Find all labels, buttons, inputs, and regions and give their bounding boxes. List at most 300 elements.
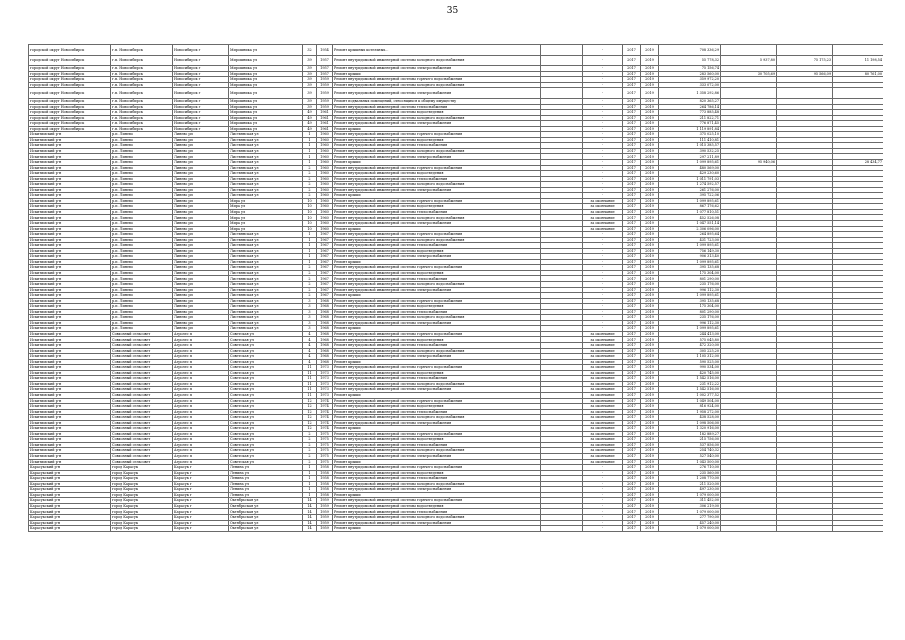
cell-street: Мирошника ул	[229, 104, 303, 110]
cell-house: 49	[303, 126, 317, 132]
cell-period: -	[583, 481, 623, 487]
cell-locality: Совхозный сельсовет	[111, 370, 173, 376]
cell-house: 4	[303, 337, 317, 343]
cell-street: Советская ул	[229, 370, 303, 376]
cell-year-from: 2017	[623, 442, 641, 448]
cell-locality: р.п. Линево	[111, 237, 173, 243]
cell-year-from: 2017	[623, 254, 641, 260]
cell-district: Искитимский р-н	[29, 326, 111, 332]
cell-year-from: 2017	[623, 398, 641, 404]
cell-cost: 820 365,27	[659, 98, 721, 104]
cell-locality: Совхозный сельсовет	[111, 453, 173, 459]
cell-sum-a: 30 705,69	[721, 71, 777, 77]
cell-locality: р.п. Линево	[111, 276, 173, 282]
cell-period: -	[583, 143, 623, 149]
cell-house: 1	[303, 470, 317, 476]
cell-year-to: 2019	[641, 176, 659, 182]
cell-street: Листвянская ул	[229, 143, 303, 149]
cell-year-from: 2017	[623, 71, 641, 77]
cell-work-type: Ремонт внутридомовой инженерной системы холодного водоснабжения	[333, 448, 541, 454]
cell-cost: 1 047 551,14	[659, 221, 721, 227]
cell-year-from: 2017	[623, 348, 641, 354]
cell-year-to: 2019	[641, 259, 659, 265]
cell-district: Искитимский р-н	[29, 392, 111, 398]
cell-cost: 1 079 000,00	[659, 492, 721, 498]
cell-work-type: Ремонт крыши	[333, 293, 541, 299]
cell-settlement: Агролес п	[173, 442, 229, 448]
cell-district: Искитимский р-н	[29, 198, 111, 204]
cell-year: 1959	[317, 104, 333, 110]
cell-year-to: 2019	[641, 193, 659, 199]
cell-year: 1960	[317, 221, 333, 227]
cell-street: Мирошника ул	[229, 126, 303, 132]
cell-year-to: 2019	[641, 498, 659, 504]
cell-year-to: 2019	[641, 121, 659, 127]
cell-cost: 395 722,06	[659, 193, 721, 199]
cell-street: Листвянская ул	[229, 159, 303, 165]
cell-house: 14	[303, 520, 317, 526]
cell-street: Советская ул	[229, 381, 303, 387]
cell-work-type: Ремонт внутридомовой инженерной системы электроснабжения	[333, 254, 541, 260]
cell-settlement: Линево рп	[173, 165, 229, 171]
cell-district: Искитимский р-н	[29, 148, 111, 154]
cell-year-from: 2017	[623, 514, 641, 520]
cell-district: Искитимский р-н	[29, 415, 111, 421]
cell-year-to: 2019	[641, 337, 659, 343]
cell-house: 1	[303, 254, 317, 260]
cell-year-to: 2019	[641, 270, 659, 276]
cell-period: -	[583, 88, 623, 99]
cell-year: 1974	[317, 404, 333, 410]
cell-period: -	[583, 259, 623, 265]
cell-period: -	[583, 304, 623, 310]
cell-work-type: Ремонт внутридомовой инженерной системы горячего водоснабжения	[333, 132, 541, 138]
cell-locality: р.п. Линево	[111, 182, 173, 188]
cell-period: -	[583, 171, 623, 177]
cell-house: 12	[303, 415, 317, 421]
cell-district: Искитимский р-н	[29, 376, 111, 382]
cell-settlement: Новосибирск г	[173, 45, 229, 56]
cell-year: 1967	[317, 232, 333, 238]
cell-district: Искитимский р-н	[29, 265, 111, 271]
cell-house: 39	[303, 98, 317, 104]
cell-period: -	[583, 104, 623, 110]
cell-period: за окончание	[583, 209, 623, 215]
cell-work-type: Ремонт внутридомовой инженерной системы холодного водоснабжения	[333, 381, 541, 387]
cell-period: за окончание	[583, 359, 623, 365]
cell-cost: 457 240,00	[659, 520, 721, 526]
cell-sum-a	[721, 88, 777, 99]
cell-district: Искитимский р-н	[29, 387, 111, 393]
cell-year-to: 2019	[641, 354, 659, 360]
cell-year: 1974	[317, 409, 333, 415]
cell-period: -	[583, 187, 623, 193]
cell-cost: 1 119 891,84	[659, 126, 721, 132]
cell-work-type: Ремонт внутридомовой инженерной системы холодного водоснабжения	[333, 415, 541, 421]
cell-cost: 277 790,00	[659, 514, 721, 520]
cell-district: городской округ Новосибирск	[29, 66, 111, 72]
cell-street: Листвянская ул	[229, 254, 303, 260]
cell-work-type: Ремонт внутридомовой инженерной системы водоотведения	[333, 110, 541, 116]
cell-period: -	[583, 465, 623, 471]
cell-sum-b	[777, 526, 833, 532]
cell-blank	[541, 88, 583, 99]
cell-year: 1967	[317, 254, 333, 260]
cell-street: Листвянская ул	[229, 182, 303, 188]
cell-locality: Совхозный сельсовет	[111, 348, 173, 354]
cell-cost: 906 313,40	[659, 254, 721, 260]
cell-street: Листвянская ул	[229, 148, 303, 154]
cell-work-type: Ремонт внутридомовой инженерной системы горячего водоснабжения	[333, 365, 541, 371]
cell-district: Искитимский р-н	[29, 154, 111, 160]
cell-work-type: Ремонт внутридомовой инженерной системы горячего водоснабжения	[333, 165, 541, 171]
cell-year: 1975	[317, 459, 333, 465]
cell-year: 1973	[317, 392, 333, 398]
cell-year: 1960	[317, 159, 333, 165]
cell-year: 1960	[317, 187, 333, 193]
cell-cost: 537 856,00	[659, 442, 721, 448]
cell-district: Искитимский р-н	[29, 176, 111, 182]
cell-period: -	[583, 132, 623, 138]
cell-year-to: 2019	[641, 293, 659, 299]
cell-district: Искитимский р-н	[29, 182, 111, 188]
cell-work-type: Ремонт внутридомовой инженерной системы горячего водоснабжения	[333, 265, 541, 271]
cell-period: -	[583, 503, 623, 509]
cell-settlement: Новосибирск г	[173, 115, 229, 121]
cell-period: -	[583, 237, 623, 243]
cell-period: -	[583, 287, 623, 293]
cell-settlement: Агролес п	[173, 404, 229, 410]
cell-house: 2	[303, 193, 317, 199]
cell-year-from: 2017	[623, 282, 641, 288]
cell-year: 1959	[317, 509, 333, 515]
cell-house: 11	[303, 365, 317, 371]
cell-street: Советская ул	[229, 431, 303, 437]
cell-year-from: 2017	[623, 415, 641, 421]
cell-district: Карасукский р-н	[29, 503, 111, 509]
cell-year: 1960	[317, 176, 333, 182]
cell-year-to: 2019	[641, 370, 659, 376]
cell-year-from: 2017	[623, 492, 641, 498]
cell-cost: 1 079 000,00	[659, 526, 721, 532]
cell-year: 1959	[317, 82, 333, 88]
cell-settlement: Линево рп	[173, 315, 229, 321]
cell-settlement: Агролес п	[173, 420, 229, 426]
cell-year-to: 2019	[641, 159, 659, 165]
cell-locality: Совхозный сельсовет	[111, 343, 173, 349]
cell-street: Советская ул	[229, 337, 303, 343]
cell-settlement: Агролес п	[173, 426, 229, 432]
cell-settlement: Карасук г	[173, 481, 229, 487]
cell-year-to: 2019	[641, 415, 659, 421]
cell-year: 1968	[317, 331, 333, 337]
cell-period: -	[583, 45, 623, 56]
cell-year-from: 2017	[623, 104, 641, 110]
cell-year: 1973	[317, 376, 333, 382]
cell-year-to: 2019	[641, 392, 659, 398]
cell-cost: 990 534,00	[659, 365, 721, 371]
cell-street: Мирошника ул	[229, 71, 303, 77]
cell-sum-c: 80 761,00	[833, 71, 884, 77]
cell-street: Советская ул	[229, 420, 303, 426]
cell-year: 1975	[317, 448, 333, 454]
cell-locality: Совхозный сельсовет	[111, 409, 173, 415]
cell-street: Советская ул	[229, 404, 303, 410]
cell-cost: 575 045,80	[659, 337, 721, 343]
cell-work-type: Ремонт внутридомовой инженерной системы горячего водоснабжения	[333, 431, 541, 437]
cell-district: Искитимский р-н	[29, 237, 111, 243]
cell-settlement: Линево рп	[173, 182, 229, 188]
cell-year-from: 2017	[623, 298, 641, 304]
cell-year: 1968	[317, 343, 333, 349]
cell-work-type: Ремонт внутридомовой инженерной системы водоотведения	[333, 270, 541, 276]
cell-work-type: Ремонт внутридомовой инженерной системы электроснабжения	[333, 420, 541, 426]
cell-year-from: 2017	[623, 77, 641, 83]
cell-locality: р.п. Линево	[111, 132, 173, 138]
cell-street: Листвянская ул	[229, 293, 303, 299]
cell-year-to: 2019	[641, 320, 659, 326]
cell-street: Мирошника ул	[229, 121, 303, 127]
cell-year: 1961	[317, 121, 333, 127]
cell-year-from: 2017	[623, 509, 641, 515]
cell-street: Мира ул	[229, 204, 303, 210]
cell-year-to: 2019	[641, 298, 659, 304]
cell-work-type: Ремонт крыши	[333, 71, 541, 77]
cell-district: Искитимский р-н	[29, 171, 111, 177]
cell-settlement: Карасук г	[173, 492, 229, 498]
cell-period: за окончание	[583, 453, 623, 459]
cell-year: 1958	[317, 481, 333, 487]
cell-locality: г.п. Новосибирск	[111, 104, 173, 110]
cell-period: -	[583, 98, 623, 104]
cell-settlement: Линево рп	[173, 304, 229, 310]
cell-work-type: Ремонт крыши	[333, 426, 541, 432]
cell-district: городской округ Новосибирск	[29, 98, 111, 104]
cell-year-to: 2019	[641, 376, 659, 382]
cell-period: за окончание	[583, 442, 623, 448]
cell-period: -	[583, 176, 623, 182]
cell-work-type: Ремонт внутридомовой инженерной системы холодного водоснабжения	[333, 237, 541, 243]
cell-locality: Совхозный сельсовет	[111, 437, 173, 443]
cell-cost: 527 540,00	[659, 453, 721, 459]
cell-settlement: Новосибирск г	[173, 66, 229, 72]
cell-year-to: 2019	[641, 476, 659, 482]
cell-house: 32	[303, 45, 317, 56]
cell-settlement: Агролес п	[173, 359, 229, 365]
cell-year-to: 2019	[641, 232, 659, 238]
cell-year-to: 2019	[641, 45, 659, 56]
cell-street: Листвянская ул	[229, 193, 303, 199]
cell-locality: р.п. Линево	[111, 209, 173, 215]
cell-house: 1	[303, 132, 317, 138]
cell-period: -	[583, 298, 623, 304]
cell-locality: р.п. Линево	[111, 270, 173, 276]
cell-locality: р.п. Линево	[111, 204, 173, 210]
cell-period: -	[583, 55, 623, 66]
cell-house: 2	[303, 276, 317, 282]
cell-district: Карасукский р-н	[29, 509, 111, 515]
cell-street: Листвянская ул	[229, 276, 303, 282]
cell-work-type: Ремонт внутридомовой инженерной системы электроснабжения	[333, 221, 541, 227]
cell-cost: 452 526,08	[659, 215, 721, 221]
cell-district: Карасукский р-н	[29, 526, 111, 532]
cell-period: -	[583, 520, 623, 526]
cell-district: Искитимский р-н	[29, 293, 111, 299]
cell-period: -	[583, 193, 623, 199]
cell-sum-b: 95 566,09	[777, 71, 833, 77]
cell-settlement: Линево рп	[173, 226, 229, 232]
cell-settlement: Линево рп	[173, 154, 229, 160]
cell-period: -	[583, 276, 623, 282]
cell-street: Ленина ул	[229, 481, 303, 487]
cell-house: 12	[303, 409, 317, 415]
cell-period: -	[583, 77, 623, 83]
cell-year: 1958	[317, 487, 333, 493]
cell-year-from: 2017	[623, 431, 641, 437]
cell-district: Искитимский р-н	[29, 298, 111, 304]
cell-street: Мира ул	[229, 209, 303, 215]
cell-year-from: 2017	[623, 520, 641, 526]
cell-district: Искитимский р-н	[29, 215, 111, 221]
cell-period: за окончание	[583, 221, 623, 227]
cell-settlement: Линево рп	[173, 221, 229, 227]
cell-year-to: 2019	[641, 481, 659, 487]
cell-cost: 261 276,00	[659, 187, 721, 193]
register-table	[28, 44, 883, 532]
cell-district: городской округ Новосибирск	[29, 77, 111, 83]
cell-house: 14	[303, 526, 317, 532]
cell-house: 1	[303, 492, 317, 498]
cell-cost: 420 745,00	[659, 370, 721, 376]
cell-year: 1967	[317, 276, 333, 282]
cell-house: 39	[303, 71, 317, 77]
cell-locality: р.п. Линево	[111, 171, 173, 177]
cell-year-to: 2019	[641, 254, 659, 260]
cell-district: Искитимский р-н	[29, 343, 111, 349]
cell-period: за окончание	[583, 226, 623, 232]
cell-settlement: Карасук г	[173, 526, 229, 532]
cell-blank	[541, 45, 583, 56]
cell-period: за окончание	[583, 348, 623, 354]
cell-locality: р.п. Линево	[111, 304, 173, 310]
cell-settlement: Линево рп	[173, 137, 229, 143]
cell-house: 39	[303, 66, 317, 72]
cell-work-type: Ремонт крыши	[333, 459, 541, 465]
cell-street: Листвянская ул	[229, 326, 303, 332]
cell-street: Мирошника ул	[229, 98, 303, 104]
table-row	[29, 526, 884, 532]
cell-street: Октябрьская ул	[229, 503, 303, 509]
cell-locality: р.п. Линево	[111, 287, 173, 293]
cell-district: Карасукский р-н	[29, 481, 111, 487]
cell-cost: 215 756,00	[659, 437, 721, 443]
cell-year-from: 2017	[623, 232, 641, 238]
cell-year-from: 2017	[623, 392, 641, 398]
cell-year-to: 2019	[641, 88, 659, 99]
cell-district: городской округ Новосибирск	[29, 121, 111, 127]
cell-settlement: Агролес п	[173, 337, 229, 343]
cell-settlement: Карасук г	[173, 509, 229, 515]
cell-year-from: 2017	[623, 287, 641, 293]
cell-cost: 395 135,68	[659, 298, 721, 304]
cell-district: Карасукский р-н	[29, 492, 111, 498]
cell-district: Карасукский р-н	[29, 514, 111, 520]
cell-year: 1967	[317, 243, 333, 249]
cell-year: 1968	[317, 320, 333, 326]
cell-house: 1	[303, 159, 317, 165]
cell-settlement: Линево рп	[173, 198, 229, 204]
cell-settlement: Агролес п	[173, 387, 229, 393]
cell-locality: р.п. Линево	[111, 265, 173, 271]
cell-settlement: Карасук г	[173, 487, 229, 493]
cell-district: Искитимский р-н	[29, 359, 111, 365]
cell-settlement: Агролес п	[173, 437, 229, 443]
cell-cost: 1 274 592,57	[659, 182, 721, 188]
cell-work-type: Ремонт внутридомовой инженерной системы холодного водоснабжения	[333, 148, 541, 154]
cell-year-from: 2017	[623, 354, 641, 360]
cell-year-from: 2017	[623, 370, 641, 376]
cell-locality: Совхозный сельсовет	[111, 359, 173, 365]
cell-year: 1968	[317, 304, 333, 310]
cell-settlement: Агролес п	[173, 354, 229, 360]
cell-locality: р.п. Линево	[111, 226, 173, 232]
cell-year-to: 2019	[641, 465, 659, 471]
cell-street: Советская ул	[229, 453, 303, 459]
cell-street: Советская ул	[229, 365, 303, 371]
cell-cost: 311 452,00	[659, 498, 721, 504]
cell-district: городской округ Новосибирск	[29, 115, 111, 121]
cell-settlement: Линево рп	[173, 143, 229, 149]
cell-work-type: Ремонт внутридомовой инженерной системы холодного водоснабжения	[333, 215, 541, 221]
cell-year: 1967	[317, 287, 333, 293]
cell-work-type: Ремонт крыши	[333, 526, 541, 532]
cell-locality: р.п. Линево	[111, 326, 173, 332]
cell-year-from: 2017	[623, 82, 641, 88]
cell-settlement: Линево рп	[173, 187, 229, 193]
cell-locality: р.п. Линево	[111, 165, 173, 171]
cell-year-from: 2017	[623, 276, 641, 282]
cell-year-to: 2019	[641, 487, 659, 493]
cell-street: Октябрьская ул	[229, 498, 303, 504]
cell-year: 1957	[317, 71, 333, 77]
cell-cost: 283 560,00	[659, 71, 721, 77]
cell-district: Искитимский р-н	[29, 365, 111, 371]
cell-cost: 1 043 500,00	[659, 459, 721, 465]
cell-year: 1960	[317, 215, 333, 221]
cell-settlement: Линево рп	[173, 282, 229, 288]
cell-year: 1974	[317, 398, 333, 404]
cell-period: за окончание	[583, 459, 623, 465]
cell-district: городской округ Новосибирск	[29, 45, 111, 56]
cell-house: 11	[303, 370, 317, 376]
cell-house: 11	[303, 387, 317, 393]
cell-cost: 1 099 895,61	[659, 326, 721, 332]
cell-settlement: Линево рп	[173, 243, 229, 249]
cell-work-type: Ремонт внутридомовой инженерной системы горячего водоснабжения	[333, 398, 541, 404]
cell-work-type: Ремонт внутридомовой инженерной системы горячего водоснабжения	[333, 298, 541, 304]
cell-work-type: Ремонт крыши	[333, 492, 541, 498]
cell-house: 49	[303, 115, 317, 121]
cell-street: Листвянская ул	[229, 270, 303, 276]
cell-period: -	[583, 476, 623, 482]
cell-sum-a: 95 940,06	[721, 159, 777, 165]
cell-cost: 1 320 916,00	[659, 426, 721, 432]
cell-year: 1968	[317, 315, 333, 321]
cell-locality: Совхозный сельсовет	[111, 354, 173, 360]
cell-street: Мира ул	[229, 215, 303, 221]
cell-year: 1960	[317, 132, 333, 138]
cell-year-from: 2017	[623, 365, 641, 371]
